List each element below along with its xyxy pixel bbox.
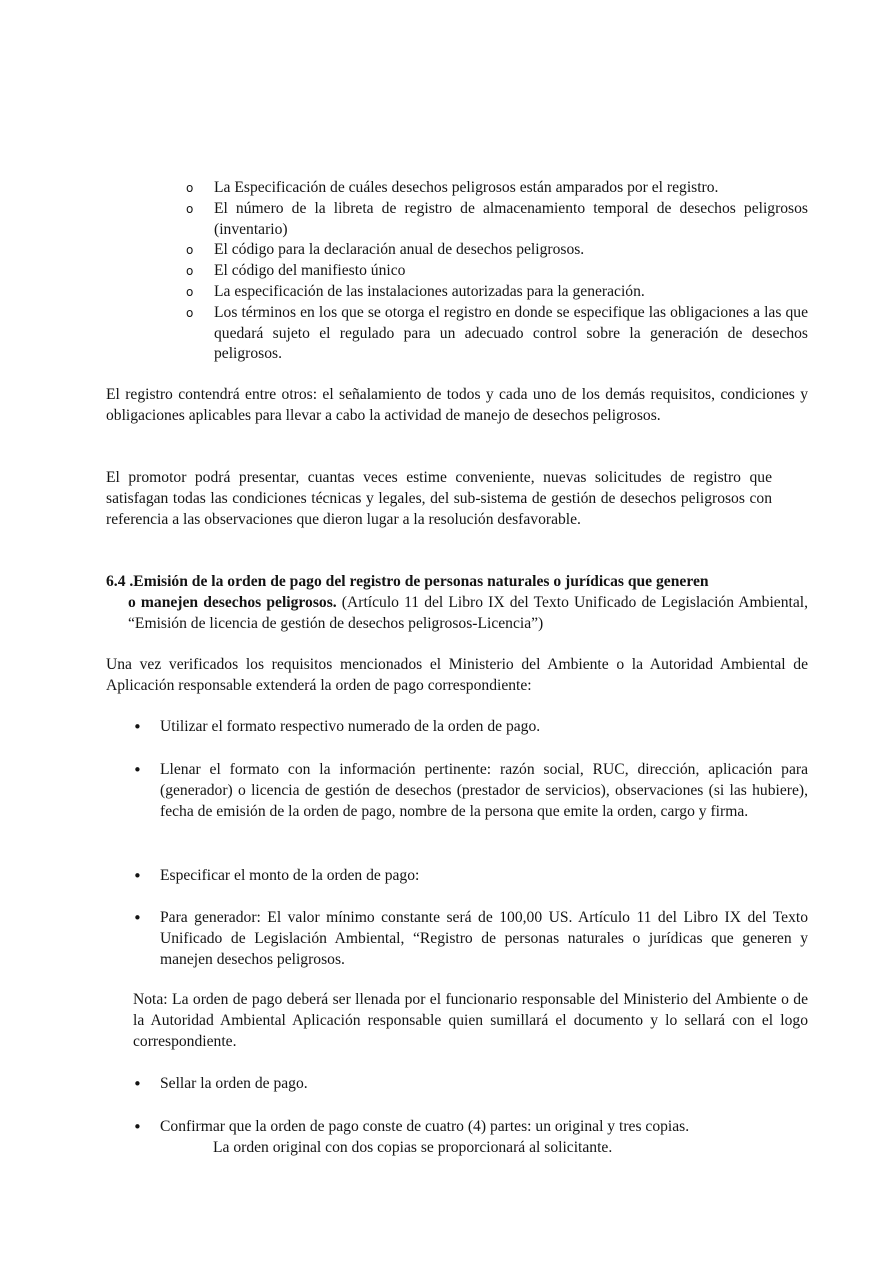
list-item bbox=[133, 717, 808, 738]
bullet-dot-icon: • bbox=[133, 761, 142, 779]
hollow-circle-bullet-icon: o bbox=[186, 264, 194, 279]
list-item-text: Utilizar el formato respectivo numerado de la orden de pago. bbox=[160, 718, 541, 735]
hollow-circle-bullet-icon: o bbox=[186, 243, 194, 258]
list-item bbox=[133, 866, 808, 887]
list-item bbox=[133, 1074, 808, 1095]
original-copies-line: La orden original con dos copias se proporcionará al solicitante. bbox=[213, 1139, 613, 1156]
list-item bbox=[186, 199, 808, 241]
list-item-text: El número de la libreta de registro de almacenamiento temporal de desechos peligrosos (inventario) bbox=[214, 199, 808, 238]
section-title-continued: o manejen desechos peligrosos. bbox=[128, 593, 337, 611]
section-heading-continuation bbox=[106, 593, 808, 635]
section-number: 6.4 . bbox=[106, 573, 134, 590]
bullet-dot-icon: • bbox=[133, 867, 142, 885]
section-heading-6-4 bbox=[106, 572, 808, 634]
list-item-text: La Especificación de cuáles desechos peligrosos están amparados por el registro. bbox=[214, 179, 719, 196]
section-title: Emisión de la orden de pago del registro de personas naturales o jurídicas que generen bbox=[133, 573, 709, 590]
list-item bbox=[186, 240, 808, 261]
bullet-dot-icon: • bbox=[133, 909, 142, 927]
registry-contents-list bbox=[186, 178, 808, 365]
section-reference: (Artículo 11 del Libro IX del Texto Unificado de Legislación Ambiental, “Emisión de licencia de gestión de desechos peligrosos-Licencia”) bbox=[128, 593, 809, 632]
paragraph-promotor: El promotor podrá presentar, cuantas veces estime conveniente, nuevas solicitudes de registro que satisfagan todas las condiciones técnicas y legales, del sub-sistema de gestión de desechos peligrosos con referencia a las observaciones que dieron lugar a la resolución desfavorable. bbox=[106, 469, 772, 528]
paragraph-registro: El registro contendrá entre otros: el señalamiento de todos y cada uno de los demás requisitos, condiciones y obligaciones aplicables para llevar a cabo la actividad de manejo de desechos peligrosos. bbox=[106, 386, 808, 424]
list-item-text: Los términos en los que se otorga el registro en donde se especifique las obligaciones a las que quedará sujeto el regulado para un adecuado control sobre la generación de desechos peligrosos. bbox=[214, 303, 808, 363]
list-item-text: Para generador: El valor mínimo constante será de 100,00 US. Artículo 11 del Libro IX del Texto Unificado de Legislación Ambiental, “Registro de personas naturales o jurídicas que generen y manejen desechos peligrosos. bbox=[160, 909, 808, 968]
list-item-text: La especificación de las instalaciones autorizadas para la generación. bbox=[214, 282, 645, 300]
list-item bbox=[133, 1117, 808, 1138]
list-item bbox=[133, 908, 808, 970]
list-item bbox=[186, 282, 808, 303]
hollow-circle-bullet-icon: o bbox=[186, 284, 194, 299]
list-item-text: Confirmar que la orden de pago conste de cuatro (4) partes: un original y tres copias. bbox=[160, 1118, 690, 1135]
paragraph-intro: Una vez verificados los requisitos mencionados el Ministerio del Ambiente o la Autoridad Ambiental de Aplicación responsable extenderá la orden de pago correspondiente: bbox=[106, 656, 808, 694]
list-item bbox=[186, 178, 808, 199]
list-item-text: El código para la declaración anual de desechos peligrosos. bbox=[214, 241, 585, 259]
hollow-circle-bullet-icon: o bbox=[186, 201, 194, 216]
list-item bbox=[186, 261, 808, 282]
hollow-circle-bullet-icon: o bbox=[186, 305, 194, 320]
hollow-circle-bullet-icon: o bbox=[186, 181, 194, 195]
list-item bbox=[186, 303, 808, 365]
list-item-text: Especificar el monto de la orden de pago: bbox=[160, 867, 420, 884]
bullet-dot-icon: • bbox=[133, 1118, 142, 1136]
bullet-dot-icon: • bbox=[133, 718, 142, 736]
list-item-text: Llenar el formato con la información pertinente: razón social, RUC, dirección, aplicación para (generador) o licencia de gestión de desechos (prestador de servicios), observaciones (si las hubiere), fecha de emisión de la orden de pago, nombre de la persona que emite la orden, cargo y firma. bbox=[160, 761, 808, 820]
list-item bbox=[133, 760, 808, 822]
bullet-dot-icon: • bbox=[133, 1075, 142, 1093]
payment-order-note: Nota: La orden de pago deberá ser llenada por el funcionario responsable del Ministerio del Ambiente o de la Autoridad Ambiental Aplicación responsable quien sumillará el documento y lo sellará con el logo correspondiente. bbox=[133, 991, 808, 1050]
list-item-text: El código del manifiesto único bbox=[214, 262, 406, 280]
list-item-text: Sellar la orden de pago. bbox=[160, 1075, 308, 1092]
